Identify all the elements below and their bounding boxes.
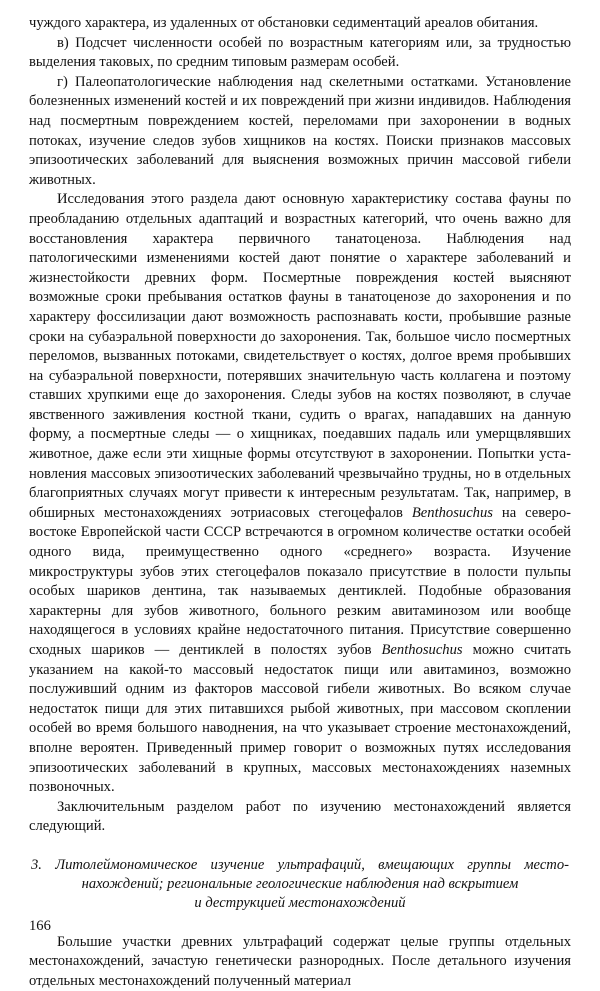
paragraph-final: Большие участки древних ультрафаций содержат целые группы отдельных местонахождений, зачастую генетически разнородных. После детального изучения отдельных местонахождений полученный материал [29, 933, 571, 989]
section-heading [29, 856, 571, 914]
page-number: 166 [29, 918, 51, 934]
paragraph-item-g: г) Палеопатологические наблюдения над скелетными остатками. Установление болезненных изменений костей и их повреждений при жизни индивидов. Наблюдения над посмертным повреждением костей, переломами при захоронении в водных потоках, изучение следов зубов хищников на костях. Поиски признаков массовых эпизоотических заболеваний для выяснения возможных причин массовой гибели животных. [29, 73, 571, 188]
section-heading-line-3: и деструкцией местонахождений [194, 895, 406, 912]
section-heading-line-1: 3. Литолеймономическое изучение ультрафаций, вмещающих группы место- [31, 856, 569, 873]
page-body [29, 14, 571, 991]
paragraph-item-v: в) Подсчет численности особей по возрастным категориям или, за трудностью выделения таковых, по средним типовым размерам особей. [29, 34, 571, 71]
paragraph-research: Исследования этого раздела дают основную характеристику состава фауны по преобладанию отдельных адаптаций и возрастных категорий, что очень важно для восстановления характера первичного танатоценоза. Наблюдения над патологическими изменениями костей дают понятие о характере заболеваний и жизнестойкости древних форм. Посмертные повреждения костей выясняют возможные сроки пребывания остатков фауны в танатоценозе до захоронения и по характеру фоссилизации дают возможность распознавать кости, пробывшие разные сроки на субаэральной поверхности до захоронения. Так, большое число посмертных переломов, вызванных потоками, свидетельствует о костях, долгое время пробывших на субаэральной поверхности, потерявших значительную часть коллагена и поэтому ставших хрупкими еще до захоронения. Следы зубов на костях позволяют, в случае явственного заживления костной ткани, судить о врагах, нападавших на данную форму, а посмертные следы — о хищниках, поедавших падаль или умерщвлявших животное, даже если эти хищные формы отсутствуют в захоронении. Попытки установления массовых эпизоотических заболеваний чрезвычайно трудны, но в отдельных благоприятных случаях могут привести к интересным результатам. Так, например, в обширных местонахождениях эотриасовых стегоцефалов Benthosuchus на северо-востоке Европейской части СССР встречаются в огромном количестве остатки особей одного вида, преимущественно одного «среднего» возраста. Изучение микроструктуры зубов этих стегоцефалов показало присутствие в полости пульпы особых шариков дентина, так называемых дентиклей. Подобные образования характерны для зубов животного, больного резким авитаминозом или вообще находящегося в условиях крайне недостаточного питания. Присутствие совершенно сходных шариков — дентиклей в полостях зубов Benthosuchus можно считать указанием на какой-то массовый недостаток пищи или авитаминоз, возможно послуживший одним из факторов массовой гибели животных. Во всяком случае недостаток пищи для этих питавшихся рыбой животных, при массовом скоплении особей во время большого наводнения, на что указывает строение местонахождений, вполне вероятен. Приведенный пример говорит о возможных путях исследования эпизоотических заболеваний в крупных, массовых местонахождениях наземных позвоночных. [29, 191, 571, 796]
paragraph-1: чуждого характера, из удаленных от обстановки седиментаций ареалов обитания. [29, 15, 539, 31]
paragraph-conclusion: Заключительным разделом работ по изучению местонахождений является следующий. [29, 798, 571, 835]
section-heading-line-2: нахождений; региональные геологические наблюдения над вскрытием [81, 876, 519, 893]
